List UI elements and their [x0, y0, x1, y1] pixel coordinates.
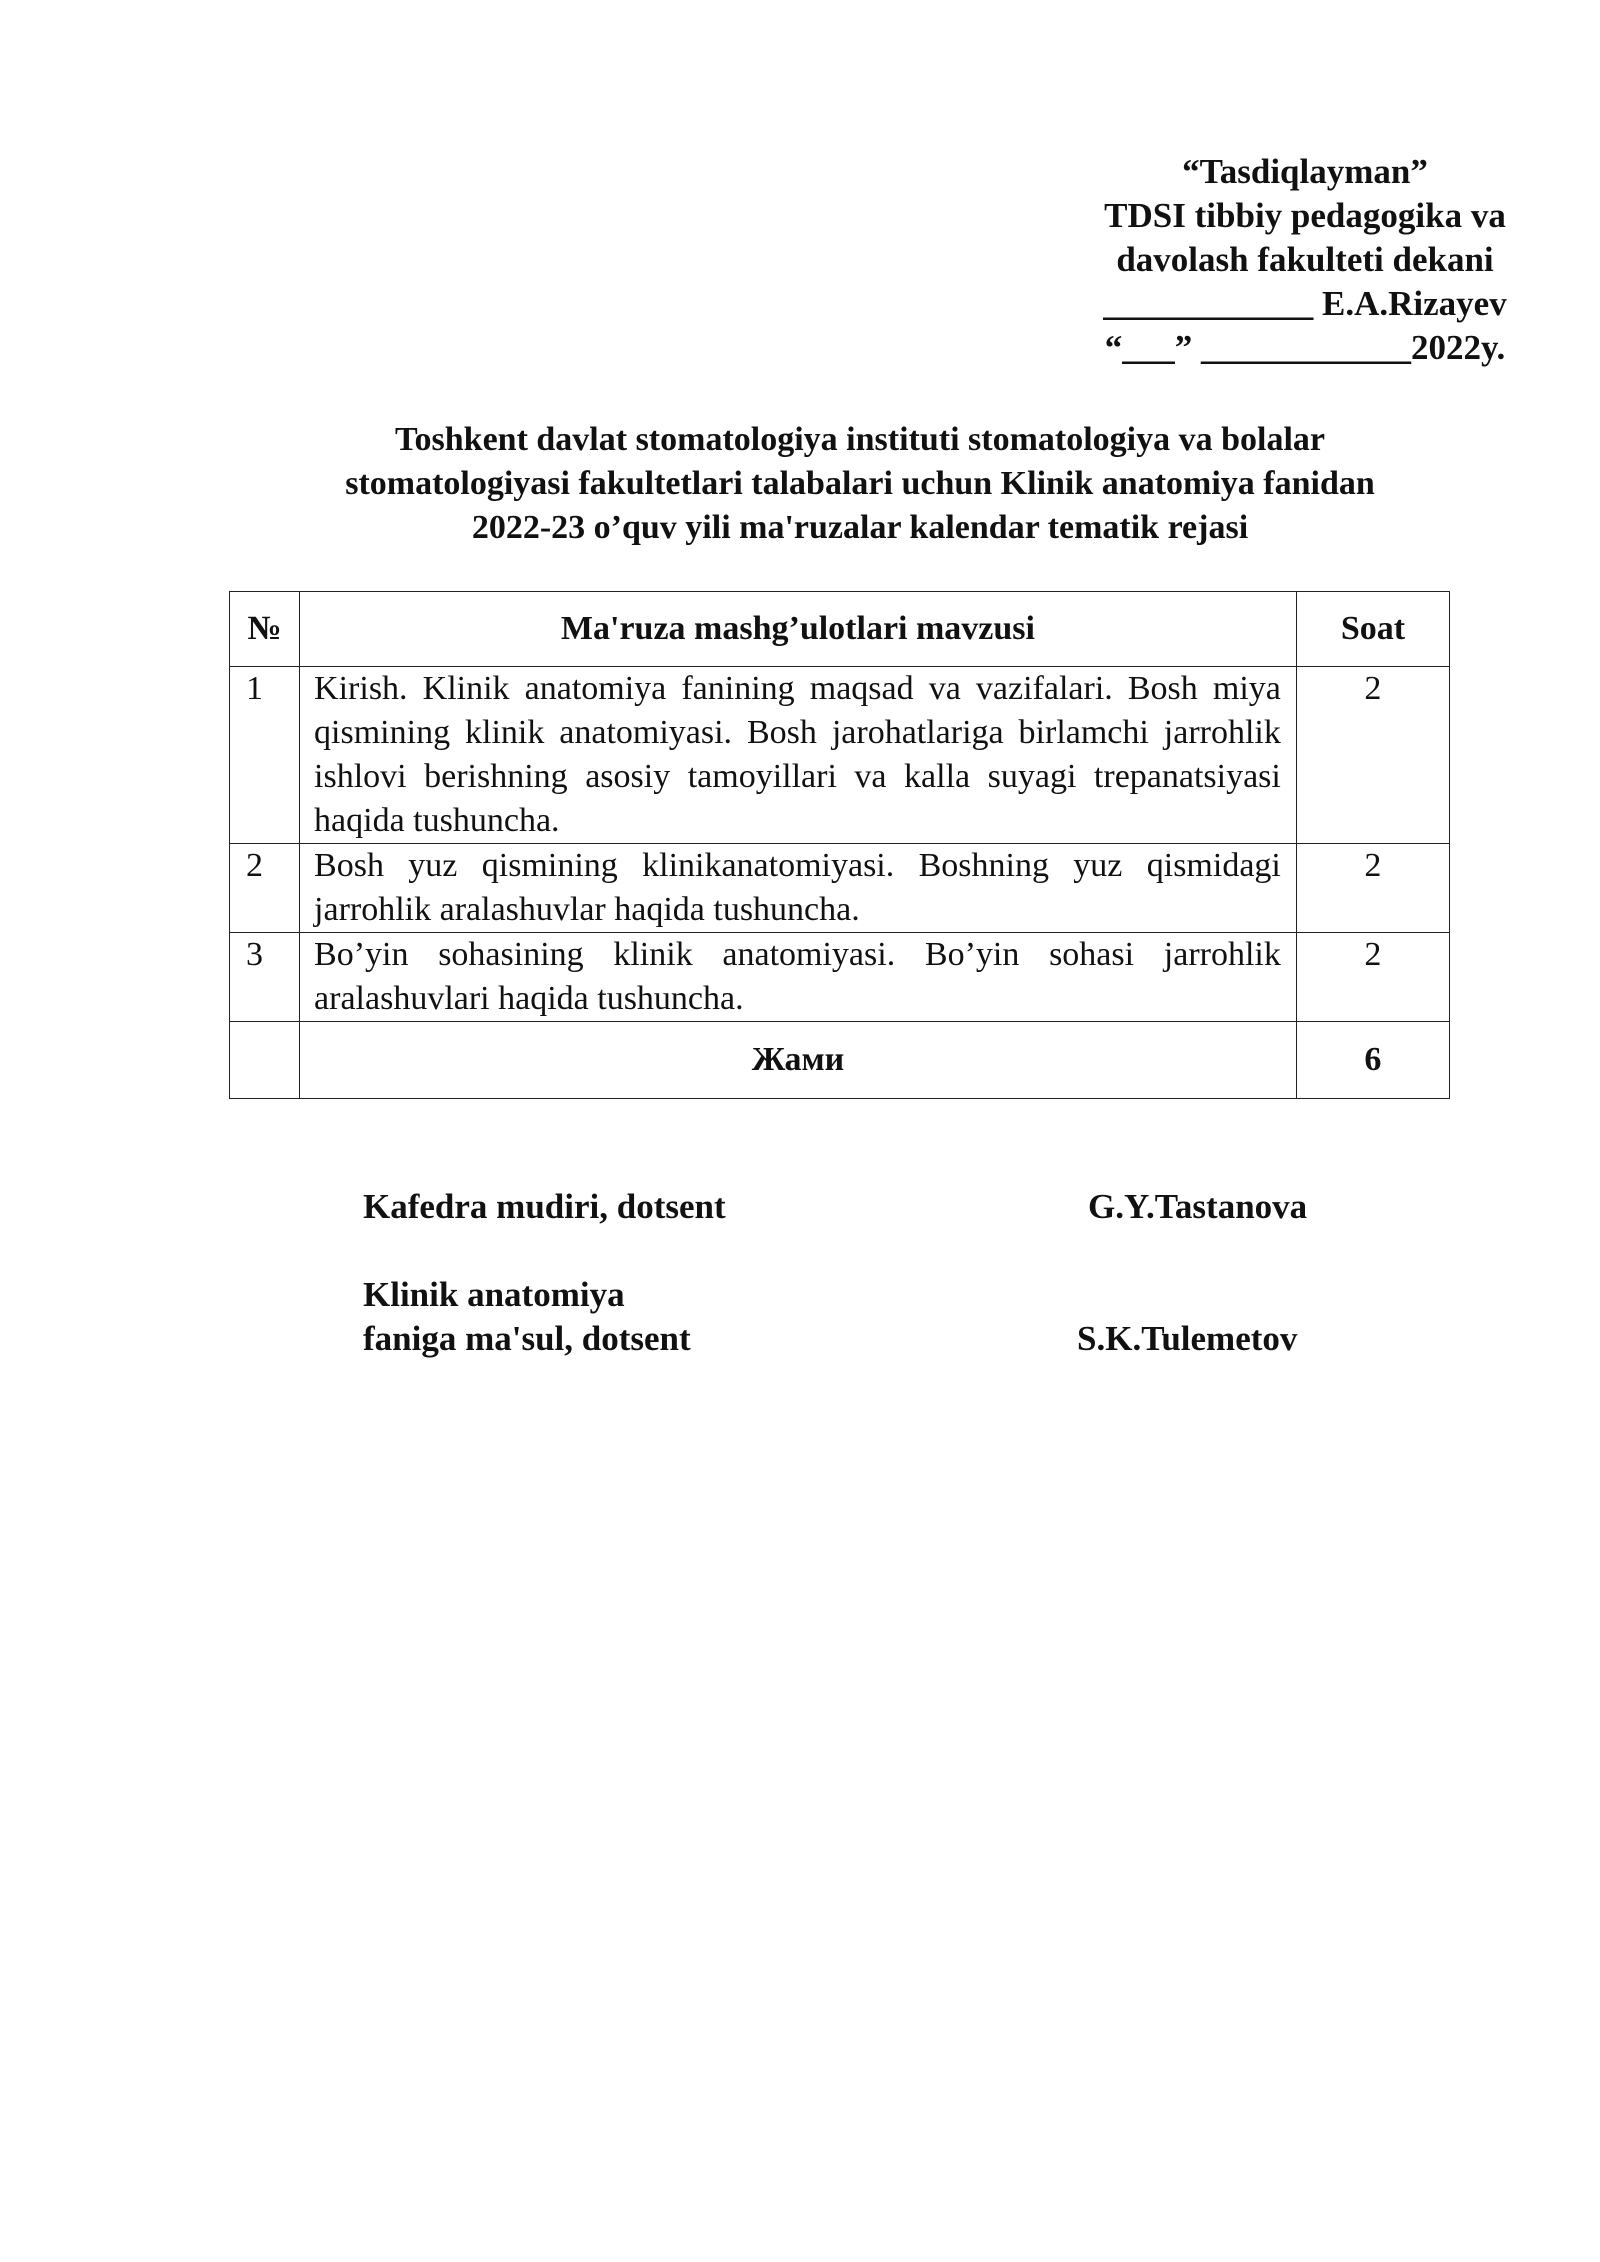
row-number: 3 — [230, 933, 300, 1022]
row-number: 1 — [230, 667, 300, 844]
title-line-1: Toshkent davlat stomatologiya instituti stomatologiya va bolalar — [394, 421, 1326, 458]
head-role: Kafedra mudiri, dotsent — [363, 1187, 726, 1226]
row-topic: Bosh yuz qismining klinikanatomiyasi. Boshning yuz qismidagi jarrohlik aralashuvlar haqida tushuncha. — [300, 844, 1297, 933]
title-line-3: 2022-23 o’quv yili ma'ruzalar kalendar tematik rejasi — [471, 509, 1249, 546]
row-number: 2 — [230, 844, 300, 933]
responsible-role-line2: faniga ma'sul, dotsent — [363, 1319, 691, 1358]
row-hours: 2 — [1296, 667, 1449, 844]
row-hours: 2 — [1296, 933, 1449, 1022]
table-row — [230, 844, 1450, 933]
responsible-role-line1: Klinik anatomiya — [363, 1275, 625, 1314]
approval-position-line1: TDSI tibbiy pedagogika va — [1104, 196, 1506, 235]
table-row — [230, 933, 1450, 1022]
row-hours: 2 — [1296, 844, 1449, 933]
signature-responsible-row-1 — [363, 1273, 1363, 1317]
responsible-name: S.K.Tulemetov — [1077, 1319, 1298, 1358]
lecture-plan-table — [229, 591, 1450, 1099]
approval-date: “___” ____________2022y. — [1104, 328, 1506, 367]
signature-responsible-row-2 — [363, 1317, 1363, 1361]
total-label: Жами — [300, 1022, 1297, 1099]
signatures-block — [363, 1185, 1363, 1361]
header-number: № — [230, 592, 300, 667]
total-hours: 6 — [1296, 1022, 1449, 1099]
title-line-2: stomatologiyasi fakultetlari talabalari uchun Klinik anatomiya fanidan — [345, 465, 1375, 502]
approval-heading: “Tasdiqlayman” — [1182, 152, 1428, 191]
signature-head-row — [363, 1185, 1363, 1229]
table-total-row — [230, 1022, 1450, 1099]
total-empty-cell — [230, 1022, 300, 1099]
table-row — [230, 667, 1450, 844]
approval-position-line2: davolash fakulteti dekani — [1116, 240, 1494, 279]
header-topic: Ma'ruza mashg’ulotlari mavzusi — [300, 592, 1297, 667]
table-header-row — [230, 592, 1450, 667]
approval-block — [1040, 150, 1570, 370]
head-name: G.Y.Tastanova — [1088, 1187, 1308, 1226]
header-hours: Soat — [1296, 592, 1449, 667]
approval-signatory: ____________ E.A.Rizayev — [1103, 284, 1507, 323]
document-title — [240, 418, 1480, 550]
row-topic: Kirish. Klinik anatomiya fanining maqsad va vazifalari. Bosh miya qismining klinik anatomiyasi. Bosh jarohatlariga birlamchi jarrohlik ishlovi berishning asosiy tamoyillari va kalla suyagi trepanatsiyasi haqida tushuncha. — [300, 667, 1297, 844]
row-topic: Bo’yin sohasining klinik anatomiyasi. Bo’yin sohasi jarrohlik aralashuvlari haqida tushuncha. — [300, 933, 1297, 1022]
